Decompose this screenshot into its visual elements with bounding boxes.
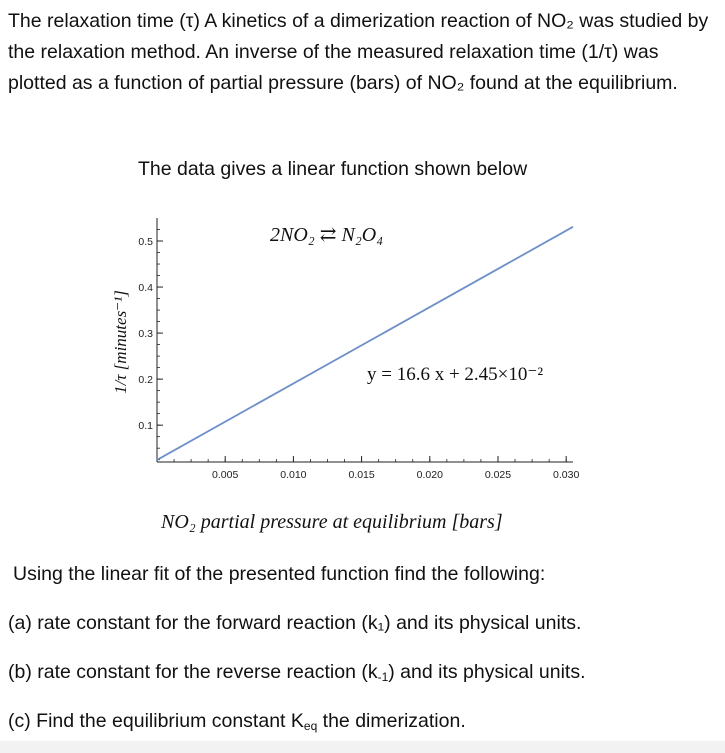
questions-intro: Using the linear fit of the presented function find the following: [13,563,546,585]
question-a: (a) rate constant for the forward reaction (k₁) and its physical units. [8,612,582,634]
y-tick-label: 0.2 [138,374,153,387]
y-tick-label: 0.5 [138,236,153,249]
x-axis-label: NO₂ partial pressure at equilibrium [bars] [161,511,503,533]
x-tick-label: 0.005 [212,469,239,481]
y-tick-label: 0.1 [138,420,153,433]
question-c-subscript: eq [303,719,318,733]
chart-equation: y = 16.6 x + 2.45×10⁻² [367,364,544,385]
question-b-text: (b) rate constant for the reverse reaction (k [8,661,378,683]
chart-svg [95,200,635,545]
question-b [8,661,586,684]
x-tick-label: 0.030 [553,469,580,481]
y-tick-label: 0.3 [138,328,153,341]
question-b-text-end: ) and its physical units. [388,661,586,683]
x-tick-label: 0.025 [484,469,512,481]
series-line-linear-fit [157,227,573,460]
chart [95,200,635,545]
question-c-text-end: the dimerization. [317,710,466,732]
bottom-band [0,741,725,753]
question-b-subscript: -1 [377,670,389,684]
problem-intro: The relaxation time (τ) A kinetics of a dimerization reaction of NO₂ was studied by the relaxation method. An inverse of the measured relaxation time (1/τ) was plotted as a function of partial pressure (bars) of NO₂ found at the equilibrium. [8,10,709,94]
chart-title: 2NO₂ ⇄ N₂O₄ [270,224,384,246]
x-tick-label: 0.010 [280,469,307,481]
question-c-text: (c) Find the equilibrium constant K [8,710,304,732]
chart-subtitle: The data gives a linear function shown below [138,158,528,180]
y-tick-label: 0.4 [138,282,153,295]
x-tick-label: 0.020 [416,469,443,481]
x-tick-label: 0.015 [348,469,375,481]
question-c [8,710,466,733]
y-axis-label: 1/τ [minutes⁻¹] [111,290,130,394]
